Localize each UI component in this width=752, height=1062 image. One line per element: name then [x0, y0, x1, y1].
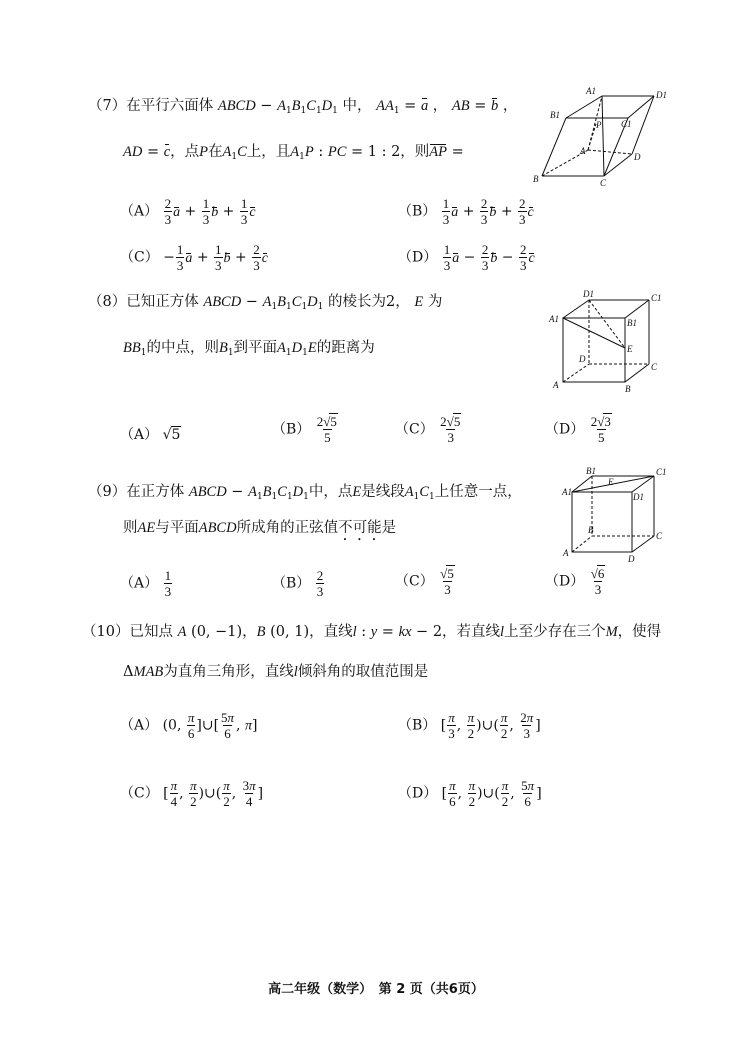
q8-line2: $BB_1$的中点，则$B_1$到平面$A_1D_1E$的距离为: [123, 340, 375, 358]
q9-line2: 则AE与平面ABCD所成角的正弦值不可能是: [123, 520, 397, 536]
fig7-label-d: D: [634, 152, 641, 162]
fig9-label-d1: D1: [633, 492, 644, 502]
q8-cube-figure: [545, 288, 665, 400]
fig7-label-b: B: [533, 174, 539, 184]
q9-option-a[interactable]: （A） $\frac{1}{3}$: [120, 568, 172, 599]
fig8-label-d1: D1: [583, 289, 594, 299]
q7-option-c[interactable]: （C） − $\frac{1}{3}$ a + $\frac{1}{3}$ b + $\frac{2}{3}$ c: [120, 242, 268, 273]
page-footer: 高二年级（数学） 第 2 页（共6页）: [268, 982, 484, 997]
fig9-label-a: A: [563, 548, 569, 558]
q10-line2: ΔMAB为直角三角形，直线l倾斜角的取值范围是: [123, 664, 429, 680]
fig8-label-a: A: [553, 380, 559, 390]
fig7-label-c1: C1: [621, 119, 632, 129]
q10-line1: （10）已知点 A (0, −1)，B (0, 1)，直线l : y = kx − 2，若直线l上至少存在三个M，使得: [82, 624, 662, 640]
fig8-label-b1: B1: [627, 318, 637, 328]
q9-number: （9）: [88, 484, 127, 500]
q10-option-d[interactable]: （D） [ $\frac{\pi}{6}$ , $\frac{\pi}{2}$ )∪( $\frac{\pi}{2}$ , $\frac{5\pi}{6}$ ]: [398, 778, 542, 809]
q10-option-a[interactable]: （A） (0, $\frac{\pi}{6}$ ]∪[ $\frac{5\pi}{6}$ , π]: [120, 710, 258, 741]
fig7-label-p: P: [596, 120, 602, 130]
q7-line1: （7）在平行六面体 ABCD − $A_1B_1C_1D_1$ 中， $AA_1 = a$ ， AB = b ，: [88, 98, 518, 116]
fig7-label-c: C: [600, 178, 607, 188]
fig9-label-b1: B1: [586, 466, 596, 476]
q9-option-c[interactable]: （C） $\frac{√5}{3}$: [395, 566, 454, 597]
fig8-label-e: E: [627, 344, 633, 354]
q10-number: （10）: [82, 624, 130, 640]
q8-option-a[interactable]: （A） √5: [120, 427, 181, 443]
fig8-label-b: B: [625, 384, 631, 394]
q9-line1: （9）在正方体 ABCD − $A_1B_1C_1D_1$中，点E是线段$A_1C_1$上任意一点，: [88, 484, 522, 502]
fig9-label-c: C: [656, 531, 663, 541]
fig8-label-c: C: [651, 362, 658, 372]
fig9-label-e: E: [608, 477, 614, 487]
fig9-label-d: D: [628, 554, 635, 564]
q7-option-d[interactable]: （D） $\frac{1}{3}$ a − $\frac{2}{3}$ b − $\frac{2}{3}$ c: [398, 242, 535, 273]
fig7-label-d1: D1: [656, 90, 667, 100]
q9-cube-figure: [558, 466, 676, 566]
fig7-label-b1: B1: [550, 110, 560, 120]
fig8-label-a1: A1: [549, 314, 559, 324]
fig7-label-a: A: [580, 146, 586, 156]
q7-option-a[interactable]: （A） $\frac{2}{3}$ a + $\frac{1}{3}$ b + $\frac{1}{3}$ c: [120, 196, 256, 227]
fig9-label-a1: A1: [562, 487, 572, 497]
q10-option-c[interactable]: （C） [ $\frac{\pi}{4}$ , $\frac{\pi}{2}$ )∪( $\frac{\pi}{2}$ , $\frac{3\pi}{4}$ ]: [120, 778, 264, 809]
q7-line2: AD = c，点P在$A_1C$上，且$A_1P$ : PC = 1 : 2，则AP =: [123, 144, 464, 162]
q7-parallelepiped-figure: [528, 82, 678, 192]
q8-option-b[interactable]: （B） $\frac{2√5}{5}$: [272, 414, 337, 445]
q8-number: （8）: [88, 294, 127, 310]
q9-emphasis: 不可能: [338, 520, 382, 536]
fig9-label-c1: C1: [656, 467, 667, 477]
q10-option-b[interactable]: （B） [ $\frac{\pi}{3}$ , $\frac{\pi}{2}$ )∪( $\frac{\pi}{2}$ , $\frac{2\pi}{3}$ ]: [398, 710, 541, 741]
fig7-label-a1: A1: [586, 86, 596, 96]
q9-option-b[interactable]: （B） $\frac{2}{3}$: [272, 568, 324, 599]
q9-option-d[interactable]: （D） $\frac{√6}{3}$: [545, 566, 605, 597]
q8-line1: （8）已知正方体 ABCD − $A_1B_1C_1D_1$ 的棱长为2， E 为: [88, 294, 443, 312]
q7-option-b[interactable]: （B） $\frac{1}{3}$ a + $\frac{2}{3}$ b + $\frac{2}{3}$ c: [398, 196, 534, 227]
fig8-label-d: D: [579, 354, 586, 364]
q8-option-d[interactable]: （D） $\frac{2√3}{5}$: [545, 414, 611, 445]
q8-option-c[interactable]: （C） $\frac{2√5}{3}$: [395, 414, 461, 445]
q7-number: （7）: [88, 98, 127, 114]
fig9-label-b: B: [588, 525, 594, 535]
fig8-label-c1: C1: [651, 293, 662, 303]
